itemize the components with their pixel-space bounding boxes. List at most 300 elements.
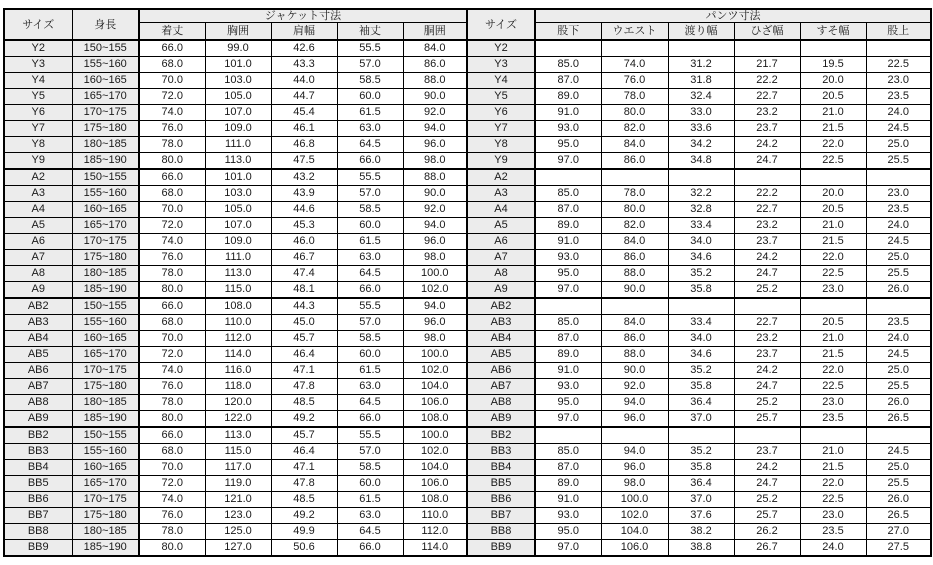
- size-cell: A5: [4, 218, 72, 234]
- jacket-value-cell: 119.0: [205, 476, 271, 492]
- pants-value-cell: 34.8: [668, 153, 734, 170]
- pants-value-cell: 85.0: [535, 186, 601, 202]
- pants-value-cell: 95.0: [535, 266, 601, 282]
- jacket-value-cell: 66.0: [139, 427, 205, 444]
- jacket-value-cell: 113.0: [205, 153, 271, 170]
- col-header-pants-waist: ウエスト: [601, 23, 668, 41]
- pants-value-cell: 84.0: [601, 137, 668, 153]
- pants-value-cell: 31.2: [668, 57, 734, 73]
- jacket-value-cell: 98.0: [403, 250, 467, 266]
- pants-value-cell: 35.8: [668, 282, 734, 299]
- pants-value-cell: 25.7: [734, 411, 800, 428]
- size-cell: BB2: [4, 427, 72, 444]
- col-header-size-right: サイズ: [467, 9, 535, 40]
- pants-value-cell: 91.0: [535, 492, 601, 508]
- pants-value-cell: 74.0: [601, 57, 668, 73]
- jacket-value-cell: 66.0: [139, 169, 205, 186]
- pants-value-cell: 25.0: [866, 460, 931, 476]
- size-cell-right: A3: [467, 186, 535, 202]
- pants-value-cell: 22.2: [734, 186, 800, 202]
- pants-value-cell: 87.0: [535, 331, 601, 347]
- table-row: [4, 427, 931, 444]
- pants-value-cell: 34.2: [668, 137, 734, 153]
- jacket-value-cell: 44.0: [271, 73, 337, 89]
- pants-value-cell: 93.0: [535, 121, 601, 137]
- pants-value-cell: 33.4: [668, 315, 734, 331]
- pants-value-cell: 34.6: [668, 347, 734, 363]
- col-header-shoulder: 肩幅: [271, 23, 337, 41]
- size-cell: BB3: [4, 444, 72, 460]
- jacket-value-cell: 64.5: [337, 395, 403, 411]
- jacket-value-cell: 80.0: [139, 540, 205, 557]
- pants-value-cell: 85.0: [535, 315, 601, 331]
- jacket-value-cell: 102.0: [403, 444, 467, 460]
- size-cell: Y5: [4, 89, 72, 105]
- pants-value-cell: [668, 40, 734, 57]
- jacket-value-cell: 72.0: [139, 347, 205, 363]
- size-cell-right: BB9: [467, 540, 535, 557]
- jacket-value-cell: 70.0: [139, 460, 205, 476]
- jacket-value-cell: 44.7: [271, 89, 337, 105]
- size-cell-right: A7: [467, 250, 535, 266]
- table-header: [4, 9, 931, 40]
- pants-value-cell: 23.5: [866, 89, 931, 105]
- pants-value-cell: 22.2: [734, 73, 800, 89]
- pants-value-cell: 100.0: [601, 492, 668, 508]
- pants-value-cell: 27.5: [866, 540, 931, 557]
- size-cell-right: Y8: [467, 137, 535, 153]
- size-cell-right: AB8: [467, 395, 535, 411]
- jacket-value-cell: 96.0: [403, 137, 467, 153]
- pants-value-cell: 90.0: [601, 282, 668, 299]
- pants-value-cell: 22.5: [800, 492, 866, 508]
- jacket-value-cell: 94.0: [403, 298, 467, 315]
- jacket-value-cell: 68.0: [139, 186, 205, 202]
- jacket-value-cell: 55.5: [337, 40, 403, 57]
- jacket-value-cell: 60.0: [337, 218, 403, 234]
- pants-value-cell: [866, 298, 931, 315]
- table-row: [4, 218, 931, 234]
- pants-value-cell: 95.0: [535, 137, 601, 153]
- height-cell: 150~155: [72, 298, 139, 315]
- pants-value-cell: [866, 169, 931, 186]
- jacket-value-cell: 125.0: [205, 524, 271, 540]
- jacket-value-cell: 114.0: [205, 347, 271, 363]
- pants-value-cell: 35.8: [668, 379, 734, 395]
- height-cell: 175~180: [72, 250, 139, 266]
- jacket-value-cell: 70.0: [139, 202, 205, 218]
- pants-value-cell: [734, 427, 800, 444]
- pants-value-cell: 35.2: [668, 266, 734, 282]
- height-cell: 175~180: [72, 379, 139, 395]
- jacket-value-cell: 106.0: [403, 395, 467, 411]
- jacket-value-cell: 47.5: [271, 153, 337, 170]
- pants-value-cell: [668, 427, 734, 444]
- jacket-value-cell: 46.4: [271, 444, 337, 460]
- table-row: [4, 266, 931, 282]
- pants-value-cell: 25.5: [866, 153, 931, 170]
- size-cell: Y4: [4, 73, 72, 89]
- jacket-value-cell: 88.0: [403, 169, 467, 186]
- jacket-value-cell: 66.0: [337, 540, 403, 557]
- pants-value-cell: 31.8: [668, 73, 734, 89]
- size-cell: BB9: [4, 540, 72, 557]
- jacket-value-cell: 92.0: [403, 202, 467, 218]
- col-header-inseam: 股下: [535, 23, 601, 41]
- pants-value-cell: 32.8: [668, 202, 734, 218]
- jacket-value-cell: 43.2: [271, 169, 337, 186]
- pants-value-cell: 25.2: [734, 395, 800, 411]
- jacket-value-cell: 76.0: [139, 379, 205, 395]
- jacket-value-cell: 55.5: [337, 169, 403, 186]
- table-row: [4, 540, 931, 557]
- size-cell: AB7: [4, 379, 72, 395]
- pants-value-cell: 98.0: [601, 476, 668, 492]
- size-cell: BB6: [4, 492, 72, 508]
- pants-value-cell: 26.2: [734, 524, 800, 540]
- col-group-jacket: ジャケット寸法: [139, 9, 467, 23]
- size-cell-right: AB6: [467, 363, 535, 379]
- pants-value-cell: 34.6: [668, 250, 734, 266]
- jacket-value-cell: 110.0: [205, 315, 271, 331]
- pants-value-cell: [535, 298, 601, 315]
- jacket-value-cell: 44.3: [271, 298, 337, 315]
- jacket-value-cell: 46.7: [271, 250, 337, 266]
- pants-value-cell: 24.2: [734, 460, 800, 476]
- jacket-value-cell: 70.0: [139, 73, 205, 89]
- jacket-value-cell: 121.0: [205, 492, 271, 508]
- pants-value-cell: 27.0: [866, 524, 931, 540]
- jacket-value-cell: 76.0: [139, 121, 205, 137]
- pants-value-cell: 84.0: [601, 315, 668, 331]
- jacket-value-cell: 47.8: [271, 476, 337, 492]
- jacket-value-cell: 63.0: [337, 250, 403, 266]
- pants-value-cell: [535, 427, 601, 444]
- size-cell-right: BB6: [467, 492, 535, 508]
- jacket-value-cell: 123.0: [205, 508, 271, 524]
- size-cell-right: Y9: [467, 153, 535, 170]
- jacket-value-cell: 103.0: [205, 73, 271, 89]
- jacket-value-cell: 92.0: [403, 105, 467, 121]
- jacket-value-cell: 60.0: [337, 89, 403, 105]
- pants-value-cell: 92.0: [601, 379, 668, 395]
- pants-value-cell: 38.8: [668, 540, 734, 557]
- col-header-size-left: サイズ: [4, 9, 72, 40]
- table-row: [4, 508, 931, 524]
- jacket-value-cell: 100.0: [403, 347, 467, 363]
- jacket-value-cell: 109.0: [205, 234, 271, 250]
- height-cell: 160~165: [72, 460, 139, 476]
- jacket-value-cell: 68.0: [139, 315, 205, 331]
- table-row: [4, 186, 931, 202]
- pants-value-cell: 21.5: [800, 347, 866, 363]
- table-row: [4, 73, 931, 89]
- size-cell-right: Y5: [467, 89, 535, 105]
- pants-value-cell: 24.0: [800, 540, 866, 557]
- pants-value-cell: 23.0: [800, 508, 866, 524]
- col-group-pants: パンツ寸法: [535, 9, 931, 23]
- pants-value-cell: 97.0: [535, 540, 601, 557]
- size-cell: A6: [4, 234, 72, 250]
- pants-value-cell: 22.7: [734, 315, 800, 331]
- pants-value-cell: 22.5: [800, 379, 866, 395]
- jacket-value-cell: 90.0: [403, 89, 467, 105]
- table-row: [4, 250, 931, 266]
- pants-value-cell: 22.7: [734, 89, 800, 105]
- size-cell: A8: [4, 266, 72, 282]
- pants-value-cell: 96.0: [601, 460, 668, 476]
- col-header-hem-width: すそ幅: [800, 23, 866, 41]
- size-cell-right: AB4: [467, 331, 535, 347]
- pants-value-cell: 24.7: [734, 379, 800, 395]
- pants-value-cell: 35.2: [668, 363, 734, 379]
- size-cell: BB5: [4, 476, 72, 492]
- height-cell: 185~190: [72, 282, 139, 299]
- pants-value-cell: 23.7: [734, 347, 800, 363]
- size-cell: Y9: [4, 153, 72, 170]
- pants-value-cell: 33.4: [668, 218, 734, 234]
- table-row: [4, 40, 931, 57]
- jacket-value-cell: 68.0: [139, 57, 205, 73]
- pants-value-cell: [601, 40, 668, 57]
- pants-value-cell: [535, 169, 601, 186]
- height-cell: 150~155: [72, 169, 139, 186]
- pants-value-cell: 25.2: [734, 282, 800, 299]
- table-row: [4, 524, 931, 540]
- jacket-value-cell: 114.0: [403, 540, 467, 557]
- pants-value-cell: 91.0: [535, 234, 601, 250]
- jacket-value-cell: 50.6: [271, 540, 337, 557]
- pants-value-cell: 97.0: [535, 153, 601, 170]
- jacket-value-cell: 108.0: [205, 298, 271, 315]
- pants-value-cell: 24.0: [866, 331, 931, 347]
- pants-value-cell: 34.0: [668, 234, 734, 250]
- size-cell-right: AB5: [467, 347, 535, 363]
- jacket-value-cell: 100.0: [403, 266, 467, 282]
- pants-value-cell: 86.0: [601, 153, 668, 170]
- pants-value-cell: 25.0: [866, 137, 931, 153]
- size-chart-table: [3, 8, 932, 557]
- jacket-value-cell: 108.0: [403, 492, 467, 508]
- table-row: [4, 105, 931, 121]
- jacket-value-cell: 78.0: [139, 266, 205, 282]
- pants-value-cell: 21.5: [800, 460, 866, 476]
- size-cell: A4: [4, 202, 72, 218]
- height-cell: 185~190: [72, 411, 139, 428]
- table-row: [4, 137, 931, 153]
- height-cell: 170~175: [72, 234, 139, 250]
- pants-value-cell: 23.0: [800, 395, 866, 411]
- jacket-value-cell: 116.0: [205, 363, 271, 379]
- size-cell-right: AB3: [467, 315, 535, 331]
- height-cell: 165~170: [72, 218, 139, 234]
- height-cell: 160~165: [72, 202, 139, 218]
- pants-value-cell: 104.0: [601, 524, 668, 540]
- pants-value-cell: 89.0: [535, 347, 601, 363]
- jacket-value-cell: 101.0: [205, 57, 271, 73]
- pants-value-cell: 96.0: [601, 411, 668, 428]
- table-row: [4, 57, 931, 73]
- jacket-value-cell: 74.0: [139, 492, 205, 508]
- jacket-value-cell: 72.0: [139, 476, 205, 492]
- pants-value-cell: 23.7: [734, 234, 800, 250]
- col-header-height: 身長: [72, 9, 139, 40]
- jacket-value-cell: 78.0: [139, 395, 205, 411]
- pants-value-cell: 91.0: [535, 363, 601, 379]
- jacket-value-cell: 46.4: [271, 347, 337, 363]
- pants-value-cell: 26.0: [866, 395, 931, 411]
- size-cell-right: A2: [467, 169, 535, 186]
- pants-value-cell: 32.2: [668, 186, 734, 202]
- pants-value-cell: 97.0: [535, 282, 601, 299]
- size-cell-right: A6: [467, 234, 535, 250]
- jacket-value-cell: 115.0: [205, 444, 271, 460]
- pants-value-cell: 25.0: [866, 363, 931, 379]
- table-row: [4, 411, 931, 428]
- jacket-value-cell: 64.5: [337, 137, 403, 153]
- pants-value-cell: 80.0: [601, 202, 668, 218]
- jacket-value-cell: 58.5: [337, 460, 403, 476]
- jacket-value-cell: 96.0: [403, 234, 467, 250]
- jacket-value-cell: 64.5: [337, 524, 403, 540]
- jacket-value-cell: 113.0: [205, 266, 271, 282]
- height-cell: 165~170: [72, 347, 139, 363]
- jacket-value-cell: 57.0: [337, 315, 403, 331]
- jacket-value-cell: 61.5: [337, 234, 403, 250]
- jacket-value-cell: 70.0: [139, 331, 205, 347]
- col-header-knee-width: ひざ幅: [734, 23, 800, 41]
- jacket-value-cell: 48.5: [271, 492, 337, 508]
- pants-value-cell: 24.0: [866, 105, 931, 121]
- height-cell: 185~190: [72, 540, 139, 557]
- table-row: [4, 476, 931, 492]
- jacket-value-cell: 60.0: [337, 476, 403, 492]
- pants-value-cell: 33.0: [668, 105, 734, 121]
- pants-value-cell: 26.5: [866, 411, 931, 428]
- pants-value-cell: 89.0: [535, 218, 601, 234]
- height-cell: 155~160: [72, 315, 139, 331]
- jacket-value-cell: 66.0: [139, 298, 205, 315]
- table-row: [4, 379, 931, 395]
- pants-value-cell: [734, 298, 800, 315]
- pants-value-cell: 94.0: [601, 395, 668, 411]
- jacket-value-cell: 45.7: [271, 427, 337, 444]
- pants-value-cell: [866, 427, 931, 444]
- jacket-value-cell: 118.0: [205, 379, 271, 395]
- size-cell-right: BB5: [467, 476, 535, 492]
- pants-value-cell: 26.0: [866, 282, 931, 299]
- pants-value-cell: 87.0: [535, 460, 601, 476]
- jacket-value-cell: 103.0: [205, 186, 271, 202]
- jacket-value-cell: 47.1: [271, 460, 337, 476]
- pants-value-cell: 23.5: [800, 524, 866, 540]
- pants-value-cell: 86.0: [601, 250, 668, 266]
- jacket-value-cell: 47.4: [271, 266, 337, 282]
- jacket-value-cell: 61.5: [337, 363, 403, 379]
- height-cell: 175~180: [72, 121, 139, 137]
- jacket-value-cell: 68.0: [139, 444, 205, 460]
- size-cell-right: Y2: [467, 40, 535, 57]
- pants-value-cell: 89.0: [535, 476, 601, 492]
- pants-value-cell: 36.4: [668, 476, 734, 492]
- size-cell: AB9: [4, 411, 72, 428]
- size-cell: AB2: [4, 298, 72, 315]
- pants-value-cell: 84.0: [601, 234, 668, 250]
- pants-value-cell: [601, 427, 668, 444]
- jacket-value-cell: 117.0: [205, 460, 271, 476]
- pants-value-cell: 23.0: [866, 73, 931, 89]
- jacket-value-cell: 76.0: [139, 250, 205, 266]
- pants-value-cell: 25.2: [734, 492, 800, 508]
- jacket-value-cell: 84.0: [403, 40, 467, 57]
- jacket-value-cell: 74.0: [139, 105, 205, 121]
- jacket-value-cell: 61.5: [337, 492, 403, 508]
- jacket-value-cell: 110.0: [403, 508, 467, 524]
- pants-value-cell: 88.0: [601, 266, 668, 282]
- pants-value-cell: 24.5: [866, 234, 931, 250]
- pants-value-cell: 21.5: [800, 234, 866, 250]
- pants-value-cell: 87.0: [535, 73, 601, 89]
- jacket-value-cell: 45.0: [271, 315, 337, 331]
- pants-value-cell: [734, 169, 800, 186]
- jacket-value-cell: 45.7: [271, 331, 337, 347]
- pants-value-cell: 20.5: [800, 315, 866, 331]
- pants-value-cell: 91.0: [535, 105, 601, 121]
- jacket-value-cell: 113.0: [205, 427, 271, 444]
- pants-value-cell: 93.0: [535, 508, 601, 524]
- col-header-sleeve: 袖丈: [337, 23, 403, 41]
- jacket-value-cell: 80.0: [139, 282, 205, 299]
- pants-value-cell: 35.8: [668, 460, 734, 476]
- pants-value-cell: 87.0: [535, 202, 601, 218]
- jacket-value-cell: 63.0: [337, 121, 403, 137]
- height-cell: 165~170: [72, 89, 139, 105]
- table-row: [4, 202, 931, 218]
- pants-value-cell: 22.0: [800, 137, 866, 153]
- pants-value-cell: 97.0: [535, 411, 601, 428]
- jacket-value-cell: 47.1: [271, 363, 337, 379]
- pants-value-cell: 22.0: [800, 250, 866, 266]
- jacket-value-cell: 57.0: [337, 444, 403, 460]
- height-cell: 180~185: [72, 395, 139, 411]
- col-header-jacket-waist: 胴囲: [403, 23, 467, 41]
- jacket-value-cell: 122.0: [205, 411, 271, 428]
- height-cell: 150~155: [72, 427, 139, 444]
- jacket-value-cell: 66.0: [337, 153, 403, 170]
- pants-value-cell: 24.5: [866, 444, 931, 460]
- size-cell: Y2: [4, 40, 72, 57]
- pants-value-cell: [535, 40, 601, 57]
- pants-value-cell: 20.0: [800, 186, 866, 202]
- pants-value-cell: 37.0: [668, 492, 734, 508]
- table-row: [4, 363, 931, 379]
- size-cell-right: Y6: [467, 105, 535, 121]
- pants-value-cell: 93.0: [535, 250, 601, 266]
- jacket-value-cell: 49.2: [271, 411, 337, 428]
- jacket-value-cell: 109.0: [205, 121, 271, 137]
- jacket-value-cell: 58.5: [337, 331, 403, 347]
- height-cell: 155~160: [72, 186, 139, 202]
- jacket-value-cell: 90.0: [403, 186, 467, 202]
- size-cell: Y7: [4, 121, 72, 137]
- pants-value-cell: 106.0: [601, 540, 668, 557]
- pants-value-cell: [866, 40, 931, 57]
- jacket-value-cell: 80.0: [139, 153, 205, 170]
- pants-value-cell: 24.7: [734, 153, 800, 170]
- jacket-value-cell: 66.0: [139, 40, 205, 57]
- pants-value-cell: 90.0: [601, 363, 668, 379]
- size-cell-right: AB7: [467, 379, 535, 395]
